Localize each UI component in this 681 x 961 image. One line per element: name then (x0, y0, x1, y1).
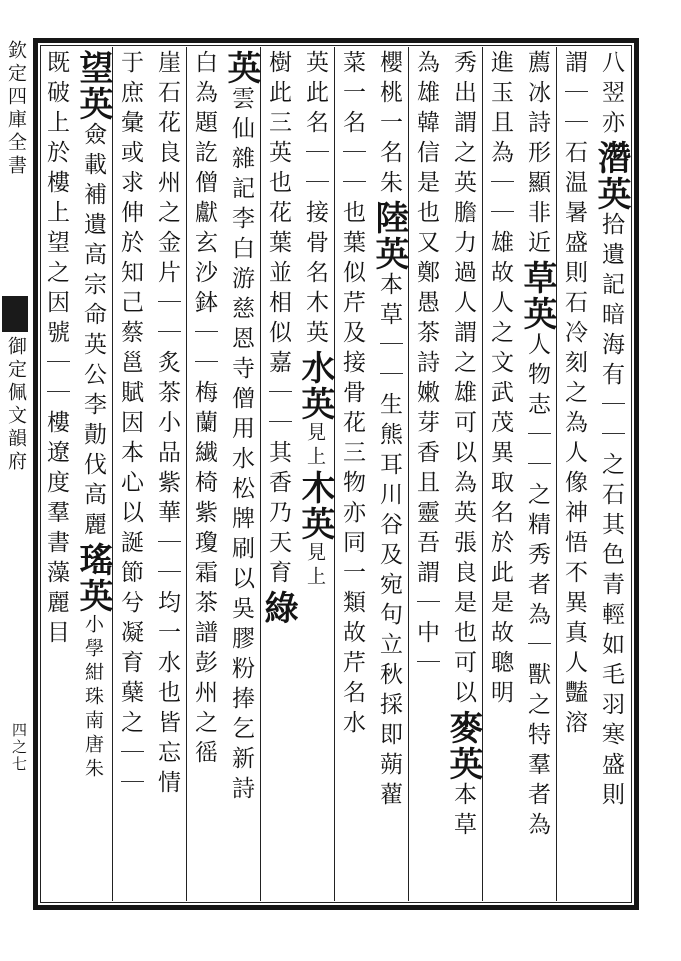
margin-black-tab (2, 296, 28, 332)
text-column-16 (35, 50, 77, 900)
text-column-8 (331, 50, 373, 900)
headword: 瑤英 (73, 542, 113, 614)
body-text: 樹此三英也花葉並相似 (265, 50, 291, 350)
body-text: 嘉｜｜其香乃天育 (265, 350, 291, 590)
text-column-2 (553, 50, 595, 900)
body-text: 白為題訖僧獻玄沙鉢｜｜梅蘭繊椅紫瓊霜茶譜彭州之徭 (191, 50, 217, 770)
book-title: 御定佩文韻府 (5, 336, 27, 474)
body-text: 櫻桃一名朱 (376, 50, 402, 200)
text-column-7 (368, 50, 410, 900)
text-column-4 (479, 50, 521, 900)
body-text: 本草｜｜生熊耳川谷及宛句立秋採即蒴藋 (376, 272, 402, 812)
headword: 濳英 (591, 140, 631, 212)
body-text: 雄故人之文武茂異取名於此是故聰明 (487, 230, 513, 710)
text-column-5 (442, 50, 484, 900)
headword: 草英 (517, 260, 557, 332)
annotation-text: 小學紺珠南唐朱 (82, 614, 104, 782)
annotation-text: 見上 (304, 422, 326, 470)
margin-header-fragment: 欽定四庫全書 (5, 40, 27, 178)
text-column-1 (590, 50, 632, 900)
body-text: 謂｜｜ (561, 50, 587, 140)
headword: 水英 (295, 350, 335, 422)
text-column-9 (294, 50, 336, 900)
body-text: 為雄韓信是也又鄭愚茶詩嫩芽香且靈吾謂｜中｜ (413, 50, 439, 680)
body-text: 人物志｜｜之精秀者為｜獸之特羣者為 (524, 332, 550, 842)
body-text: 秀出謂之英膽力過人謂之雄可以為英張良是也可以 (450, 50, 476, 710)
headword: 英 (221, 50, 261, 86)
body-text: 本草 (450, 782, 476, 842)
body-text: 薦冰詩形顯非近 (524, 50, 550, 260)
headword: 望英 (73, 50, 113, 122)
body-text: 八翌亦 (598, 50, 624, 140)
body-text: 雲仙雜記李白游慈恩寺僧用水松牌刷以吳膠粉捧乞新詩 (228, 86, 254, 806)
annotation-text: 見上 (304, 542, 326, 590)
text-column-13 (146, 50, 188, 900)
headword: 陸英 (369, 200, 409, 272)
body-text: 拾遺記暗海有｜｜之石其色青輕如毛羽寒盛則 (598, 212, 624, 812)
body-text: 菜一名｜｜也葉似芹及接骨花三物亦同一類故芹名水 (339, 50, 365, 740)
text-column-15 (72, 50, 114, 900)
text-column-14 (109, 50, 151, 900)
body-text: 既破上於樓上望之因號｜｜樓 (43, 50, 69, 440)
body-text: 石温暑盛則石冷刻之為人像神悟不異真人豔溶 (561, 140, 587, 740)
text-column-6 (405, 50, 447, 900)
text-column-11 (220, 50, 262, 900)
body-text: 于庶彙或求伸於知己蔡邕賦因本心以誕節兮凝育蘖之｜｜ (117, 50, 143, 800)
headword: 麥英 (443, 710, 483, 782)
folio-number: 四之七 (10, 722, 28, 773)
body-text: 崖石花良州之金片｜｜炙茶小品紫華｜｜均一水也皆忘情 (154, 50, 180, 800)
body-text: 進玉且為｜｜ (487, 50, 513, 230)
body-text: 僉載補遺高宗命英公李勣伐高麗 (80, 122, 106, 542)
headword: 木英 (295, 470, 335, 542)
text-column-10 (257, 50, 299, 900)
text-column-3 (516, 50, 558, 900)
body-text: 英此名｜｜接骨名木英 (302, 50, 328, 350)
headword: 綠 (258, 590, 298, 626)
text-column-12 (183, 50, 225, 900)
body-text: 遼度羣書藻麗目 (43, 440, 69, 650)
